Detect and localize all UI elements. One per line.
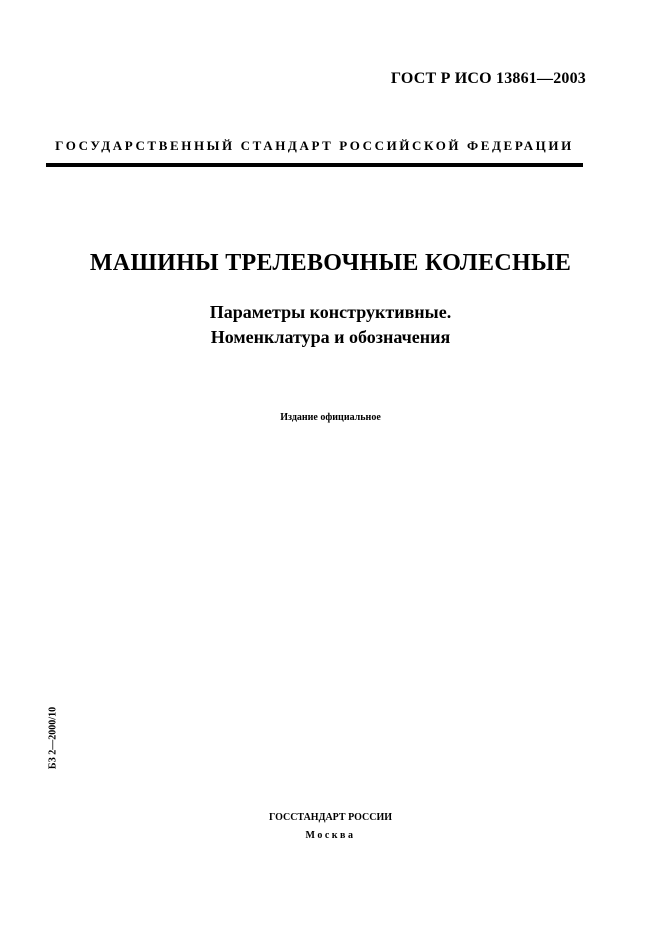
- side-stamp: БЗ 2—2000/10: [47, 706, 59, 770]
- subtitle-line: Номенклатура и обозначения: [210, 327, 451, 347]
- publisher-city: Москва: [305, 830, 356, 841]
- standard-header: ГОСУДАРСТВЕННЫЙ СТАНДАРТ РОССИЙСКОЙ ФЕДЕРАЦИИ: [55, 138, 574, 153]
- header-divider: [46, 163, 583, 167]
- publisher-name: ГОССТАНДАРТ РОССИИ: [268, 812, 393, 823]
- document-code: ГОСТ Р ИСО 13861—2003: [390, 70, 586, 87]
- subtitle-line: Параметры конструктивные.: [209, 302, 452, 322]
- document-subtitle: [0, 300, 661, 350]
- edition-label: Издание официальное: [280, 412, 381, 423]
- document-title: МАШИНЫ ТРЕЛЕВОЧНЫЕ КОЛЕСНЫЕ: [89, 250, 572, 276]
